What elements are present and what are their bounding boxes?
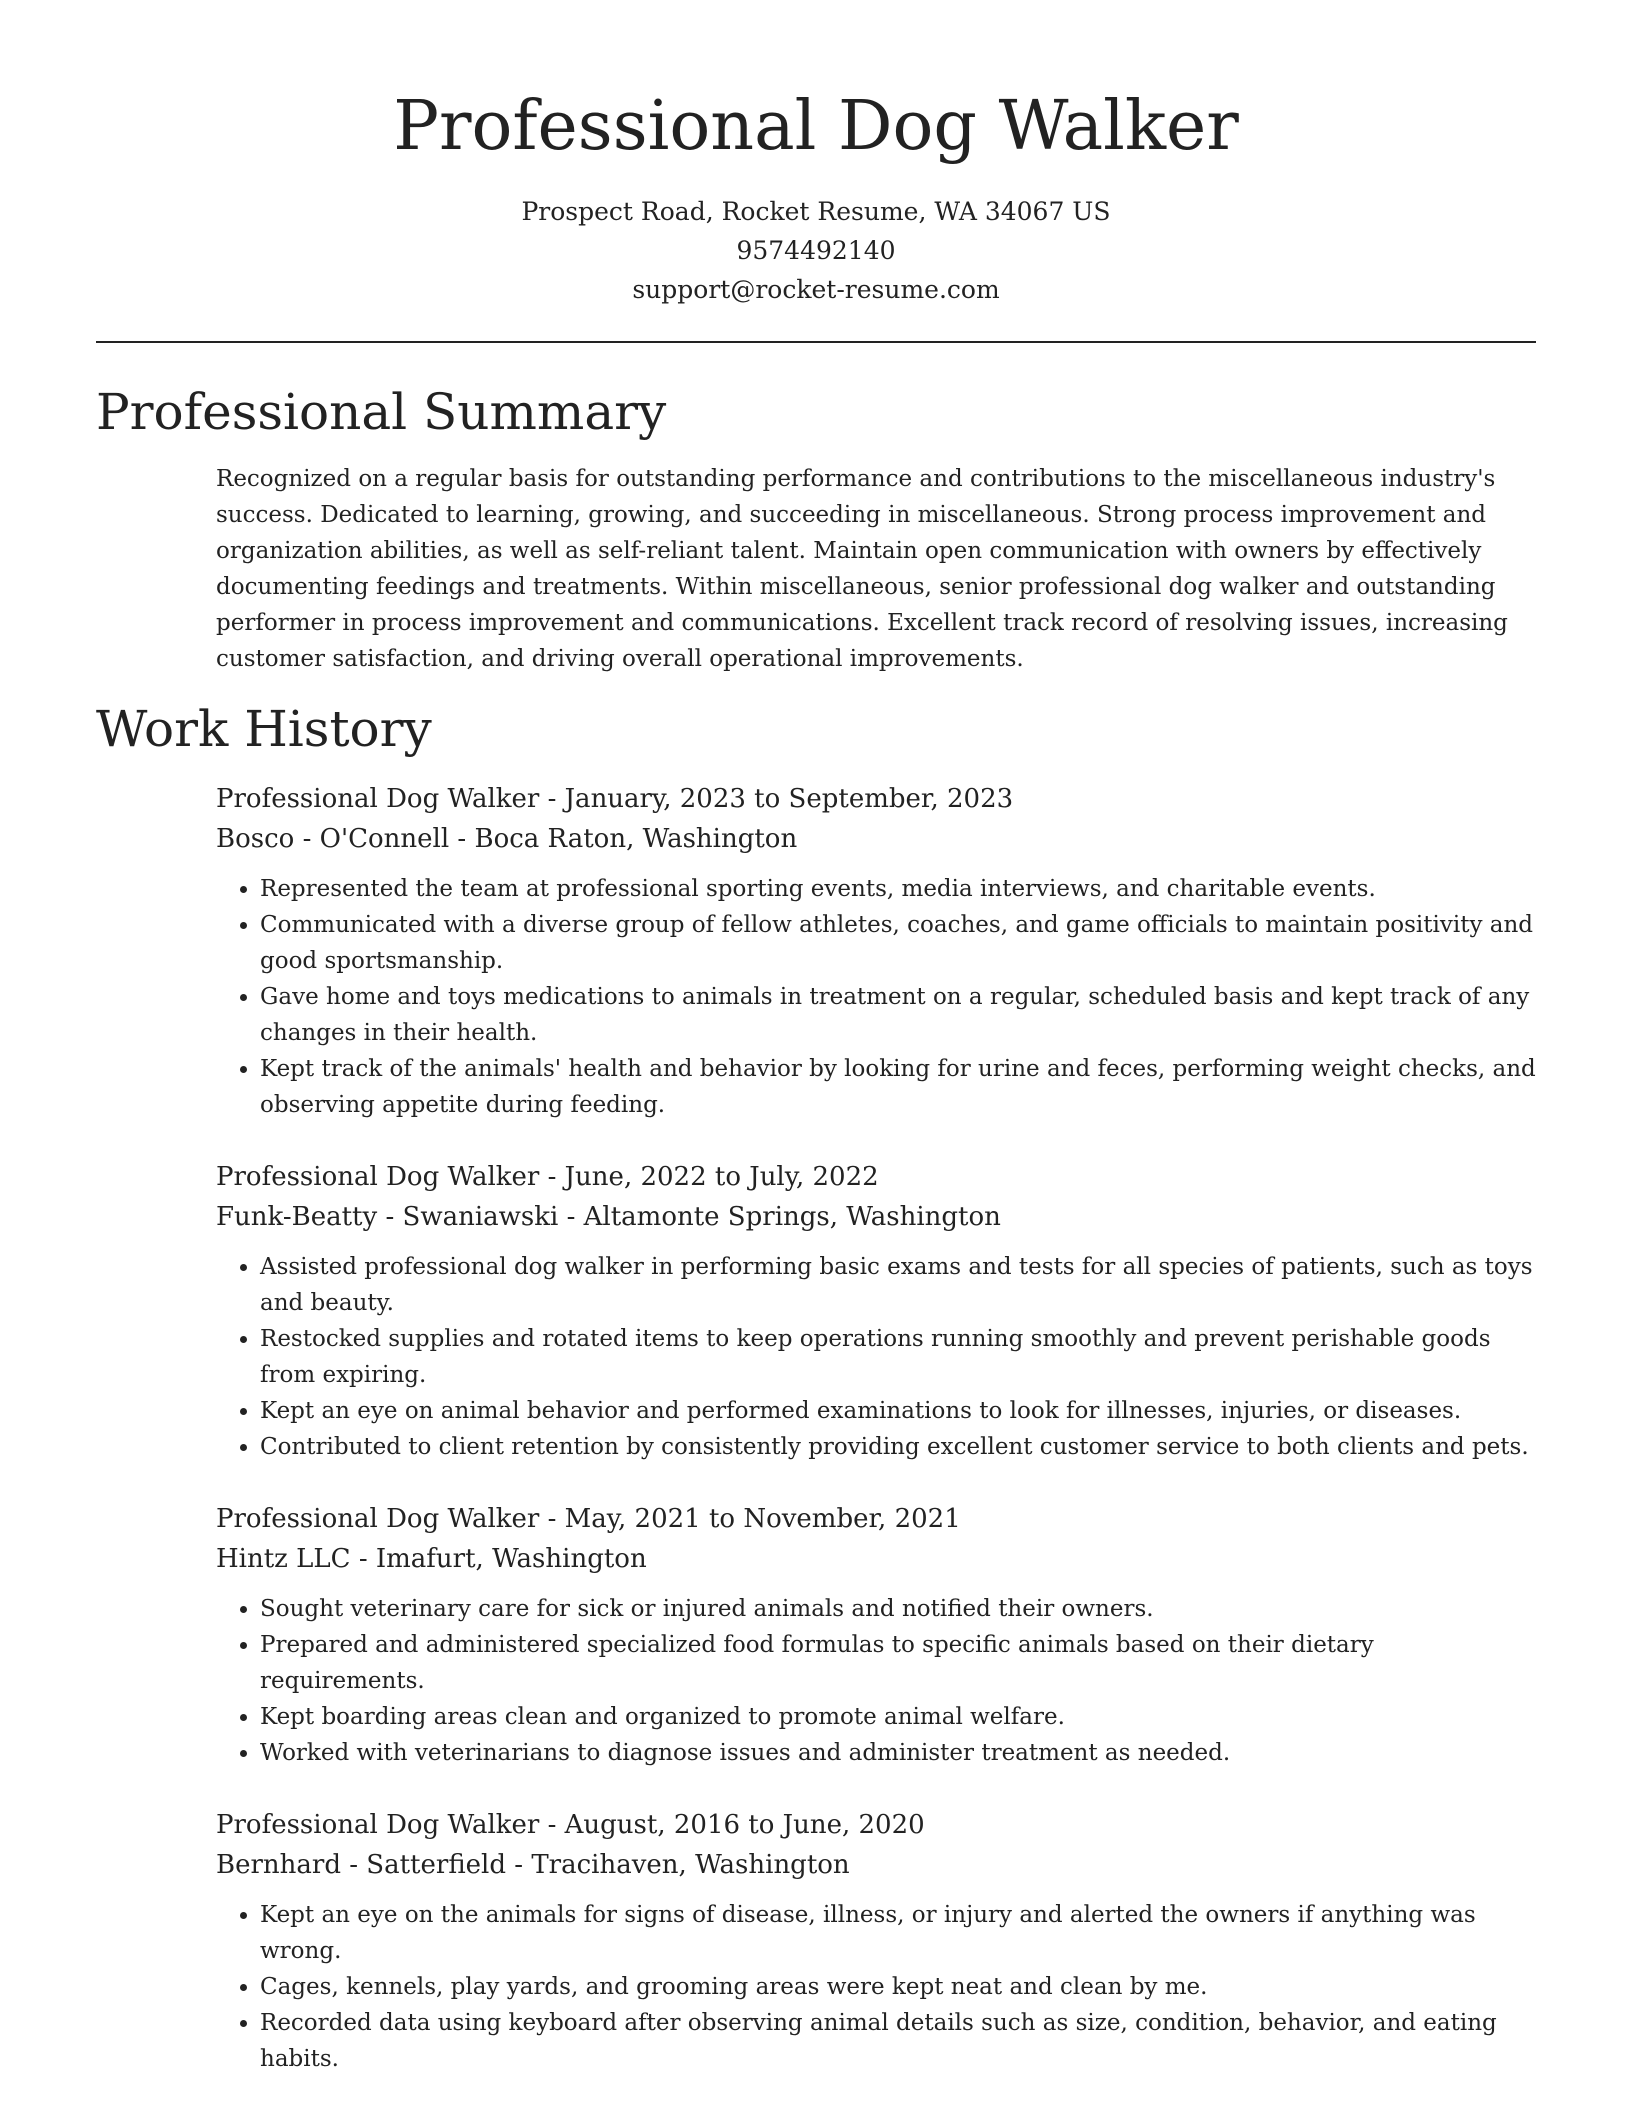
job-bullet: • Kept track of the animals' health and behavior by looking for urine and feces, performing weight checks, and observing appetite during feeding. [260, 1051, 1536, 1123]
job-bullet: • Cages, kennels, play yards, and grooming areas were kept neat and clean by me. [260, 1969, 1536, 2005]
job-bullet: • Sought veterinary care for sick or injured animals and notified their owners. [260, 1591, 1536, 1627]
summary-heading: Professional Summary [96, 383, 667, 441]
job-bullet: • Prepared and administered specialized food formulas to specific animals based on their dietary requirements. [260, 1627, 1536, 1699]
job-bullet: • Recorded data using keyboard after observing animal details such as size, condition, behavior, and eating habits. [260, 2005, 1536, 2077]
job-bullet: • Kept an eye on animal behavior and performed examinations to look for illnesses, injuries, or diseases. [260, 1393, 1536, 1429]
work-history-heading: Work History [96, 700, 432, 758]
contact-info [0, 192, 1632, 309]
job-company-line: Bernhard - Satterfield - Tracihaven, Washington [216, 1850, 850, 1880]
job-bullet-list [216, 1591, 1536, 1771]
header-divider [96, 341, 1536, 343]
job-company-line: Hintz LLC - Imafurt, Washington [216, 1544, 647, 1574]
job-bullet: • Represented the team at professional sporting events, media interviews, and charitable events. [260, 871, 1536, 907]
summary-text: Recognized on a regular basis for outstanding performance and contributions to the miscellaneous industry's success. Dedicated to learning, growing, and succeeding in miscellaneous. Strong process improvement and organization abilities, as well as self-reliant talent. Maintain open communication with owners by effectively documenting feedings and treatments. Within miscellaneous, senior professional dog walker and outstanding performer in process improvement and communications. Excellent track record of resolving issues, increasing customer satisfaction, and driving overall operational improvements. [216, 466, 1508, 672]
job-bullet-list [216, 871, 1536, 1123]
job-title-line: Professional Dog Walker - June, 2022 to July, 2022 [216, 1162, 879, 1192]
job-bullet: • Gave home and toys medications to animals in treatment on a regular, scheduled basis and kept track of any changes in their health. [260, 979, 1536, 1051]
job-entry [216, 1805, 1536, 2077]
job-entry [216, 1499, 1536, 1771]
email-address: support@rocket-resume.com [632, 275, 1000, 304]
phone-number: 9574492140 [736, 236, 896, 265]
job-entry [216, 1157, 1536, 1465]
job-bullet: • Contributed to client retention by consistently providing excellent customer service to both clients and pets. [260, 1429, 1536, 1465]
job-bullet-list [216, 1897, 1536, 2077]
job-bullet: • Communicated with a diverse group of fellow athletes, coaches, and game officials to maintain positivity and good sportsmanship. [260, 907, 1536, 979]
job-bullet-list [216, 1249, 1536, 1465]
job-bullet: • Assisted professional dog walker in performing basic exams and tests for all species of patients, such as toys and beauty. [260, 1249, 1536, 1321]
job-title-line: Professional Dog Walker - August, 2016 to June, 2020 [216, 1810, 925, 1840]
job-bullet: • Kept an eye on the animals for signs of disease, illness, or injury and alerted the owners if anything was wrong. [260, 1897, 1536, 1969]
job-title-line: Professional Dog Walker - January, 2023 to September, 2023 [216, 784, 1014, 814]
job-entry [216, 779, 1536, 1123]
resume-header [0, 0, 1632, 309]
job-bullet: • Restocked supplies and rotated items to keep operations running smoothly and prevent perishable goods from expiring. [260, 1321, 1536, 1393]
job-company-line: Funk-Beatty - Swaniawski - Altamonte Springs, Washington [216, 1202, 1001, 1232]
candidate-name: Professional Dog Walker [393, 87, 1239, 166]
job-bullet: • Worked with veterinarians to diagnose issues and administer treatment as needed. [260, 1735, 1536, 1771]
work-history-list [216, 779, 1536, 2111]
address: Prospect Road, Rocket Resume, WA 34067 US [521, 197, 1111, 226]
job-bullet: • Kept boarding areas clean and organized to promote animal welfare. [260, 1699, 1536, 1735]
job-title-line: Professional Dog Walker - May, 2021 to November, 2021 [216, 1504, 961, 1534]
job-company-line: Bosco - O'Connell - Boca Raton, Washington [216, 824, 798, 854]
